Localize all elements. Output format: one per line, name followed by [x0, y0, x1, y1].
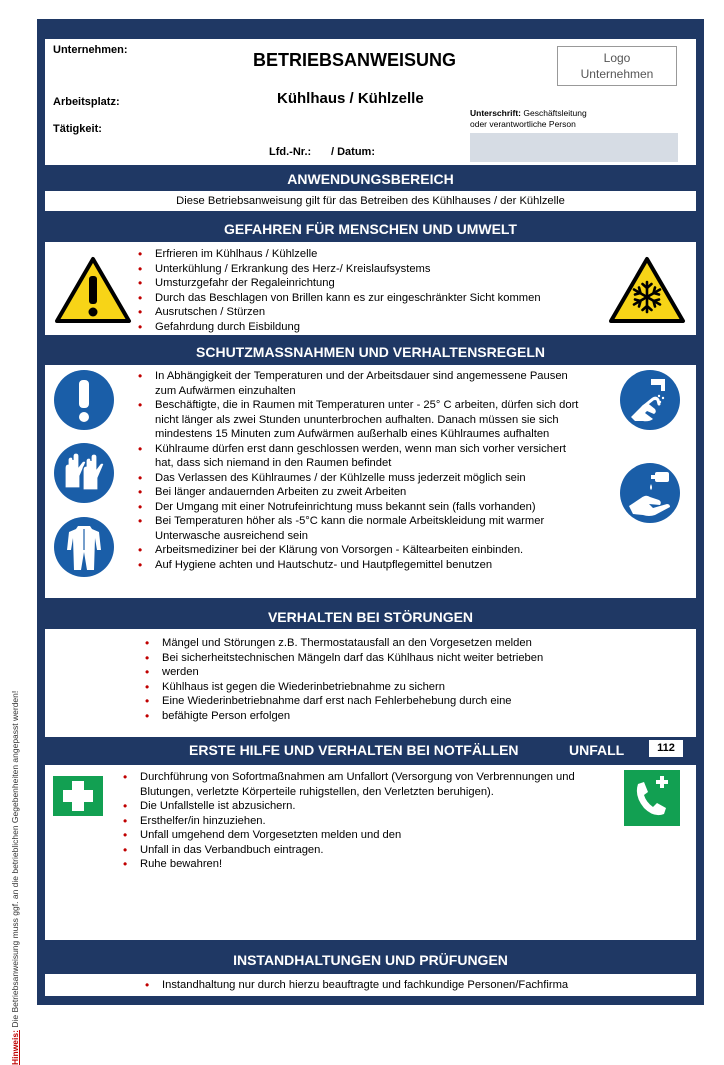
signature-field[interactable]	[470, 133, 678, 162]
emergency-phone-icon	[624, 770, 680, 826]
list-item: • Das Verlassen des Kühlraumes / der Kühlzelle muss jederzeit möglich sein	[133, 471, 585, 486]
maintenance-list	[140, 978, 680, 993]
list-item: • Kühlraume dürfen erst dann geschlossen werden, wenn man sich vorher versichert hat, dass sich niemand in den Raumen befindet	[133, 442, 585, 471]
list-item: • Der Umgang mit einer Notrufeinrichtung muss bekannt sein (falls vorhanden)	[133, 500, 585, 515]
page-title: BETRIEBSANWEISUNG	[253, 50, 457, 70]
list-item: • Unterkühlung / Erkrankung des Herz-/ Kreislaufsystems	[133, 262, 593, 277]
header-panel	[45, 39, 696, 165]
side-note	[10, 505, 20, 1065]
list-item: • Gefahrdung durch Eisbildung	[133, 320, 593, 335]
company-logo-placeholder	[557, 46, 677, 86]
first-aid-header	[45, 740, 696, 760]
list-item: • Bei länger andauernden Arbeiten zu zweit Arbeiten	[133, 485, 585, 500]
wear-gloves-icon	[53, 442, 115, 504]
list-item: • Beschäftigte, die in Raumen mit Temperaturen unter - 25° C arbeiten, dürfen sich dort nicht länger als zwei Stunden ununterbrochen aufhalten. Danach müssen sie sich mindestens 15 Minuten zum Aufwärmen außerhalb eines Kühlraumes aufhalten	[133, 398, 585, 442]
signature-caption	[470, 108, 587, 130]
list-item: • Die Unfallstelle ist abzusichern.	[118, 799, 618, 814]
low-temperature-warning-icon	[608, 256, 686, 324]
list-item: • Arbeitsmediziner bei der Klärung von Vorsorgen - Kältearbeiten einbinden.	[133, 543, 585, 558]
side-note-label: Hinweis:	[10, 1030, 20, 1065]
list-item: • Auf Hygiene achten und Hautschutz- und Hautpflegemittel benutzen	[133, 558, 585, 573]
maintenance-panel	[45, 974, 696, 996]
list-item: • Ausrutschen / Stürzen	[133, 305, 593, 320]
signature-text-2: oder verantwortliche Person	[470, 119, 576, 129]
list-item: • werden	[140, 665, 620, 680]
document-frame	[37, 19, 704, 1005]
page-subtitle: Kühlhaus / Kühlzelle	[277, 90, 424, 107]
section-title-first-aid: ERSTE HILFE UND VERHALTEN BEI NOTFÄLLEN	[189, 742, 519, 758]
general-warning-icon	[54, 256, 132, 324]
section-title-maintenance: INSTANDHALTUNGEN UND PRÜFUNGEN	[233, 952, 508, 968]
list-item: • Erfrieren im Kühlhaus / Kühlzelle	[133, 247, 593, 262]
number-label: Lfd.-Nr.:	[269, 146, 312, 158]
list-item: • Unfall in das Verbandbuch eintragen.	[118, 843, 618, 858]
scope-text: Diese Betriebsanweisung gilt für das Betreiben des Kühlhauses / der Kühlzelle	[45, 191, 696, 211]
hazards-panel	[45, 242, 696, 335]
activity-label: Tätigkeit:	[53, 123, 102, 135]
list-item: • Umsturzgefahr der Regaleinrichtung	[133, 276, 593, 291]
list-item: • Ersthelfer/in hinzuziehen.	[118, 814, 618, 829]
list-item: • In Abhängigkeit der Temperaturen und der Arbeitsdauer sind angemessene Pausen zum Aufwärmen einzuhalten	[133, 369, 585, 398]
list-item: • Unfall umgehend dem Vorgesetzten melden und den	[118, 828, 618, 843]
first-aid-icon	[53, 776, 103, 816]
list-item: • Mängel und Störungen z.B. Thermostatausfall an den Vorgesetzen melden	[140, 636, 620, 651]
skin-protection-icon	[619, 462, 681, 524]
logo-line-2: Unternehmen	[580, 67, 654, 81]
first-aid-list	[118, 770, 618, 872]
wash-hands-icon	[619, 369, 681, 431]
protective-clothing-icon	[53, 516, 115, 578]
list-item: • Durchführung von Sofortmaßnahmen am Unfallort (Versorgung von Verbrennungen und Blutungen, verletzte Körperteile ruhigstellen, den Verletzten beruhigen).	[118, 770, 618, 799]
date-label: / Datum:	[331, 146, 375, 158]
list-item: • Eine Wiederinbetriebnahme darf erst nach Fehlerbehebung durch eine	[140, 694, 620, 709]
section-title-scope: ANWENDUNGSBEREICH	[287, 171, 454, 187]
hazards-list	[133, 247, 593, 334]
malfunction-list	[140, 636, 620, 723]
protection-list	[133, 369, 585, 572]
signature-label: Unterschrift:	[470, 108, 522, 118]
list-item: • Ruhe bewahren!	[118, 857, 618, 872]
list-item: • Bei Temperaturen höher als -5°C kann die normale Arbeitskleidung mit warmer Unterwasche ausreichend sein	[133, 514, 585, 543]
list-item: • Durch das Beschlagen von Brillen kann es zur eingeschränkter Sicht kommen	[133, 291, 593, 306]
first-aid-panel	[45, 765, 696, 940]
mandatory-instruction-icon	[53, 369, 115, 431]
protection-panel	[45, 365, 696, 598]
section-title-protection: SCHUTZMASSNAHMEN UND VERHALTENSREGELN	[196, 344, 545, 360]
list-item: • Kühlhaus ist gegen die Wiederinbetriebnahme zu sichern	[140, 680, 620, 695]
list-item: • Bei sicherheitstechnischen Mängeln darf das Kühlhaus nicht weiter betrieben	[140, 651, 620, 666]
list-item: • Instandhaltung nur durch hierzu beauftragte und fachkundige Personen/Fachfirma	[140, 978, 680, 993]
company-label: Unternehmen:	[53, 44, 128, 56]
list-item: • befähigte Person erfolgen	[140, 709, 620, 724]
side-note-text: Die Betriebsanweisung muss ggf. an die betrieblichen Gegebenheiten angepasst werden!	[10, 690, 20, 1028]
section-title-malfunction: VERHALTEN BEI STÖRUNGEN	[267, 609, 474, 625]
malfunction-panel	[45, 629, 696, 737]
signature-text-1: Geschäftsleitung	[523, 108, 587, 118]
logo-line-1: Logo	[603, 51, 631, 65]
accident-label: UNFALL	[569, 742, 625, 758]
emergency-number: 112	[649, 740, 683, 757]
section-title-hazards: GEFAHREN FÜR MENSCHEN UND UMWELT	[224, 221, 517, 237]
workplace-label: Arbeitsplatz:	[53, 96, 120, 108]
